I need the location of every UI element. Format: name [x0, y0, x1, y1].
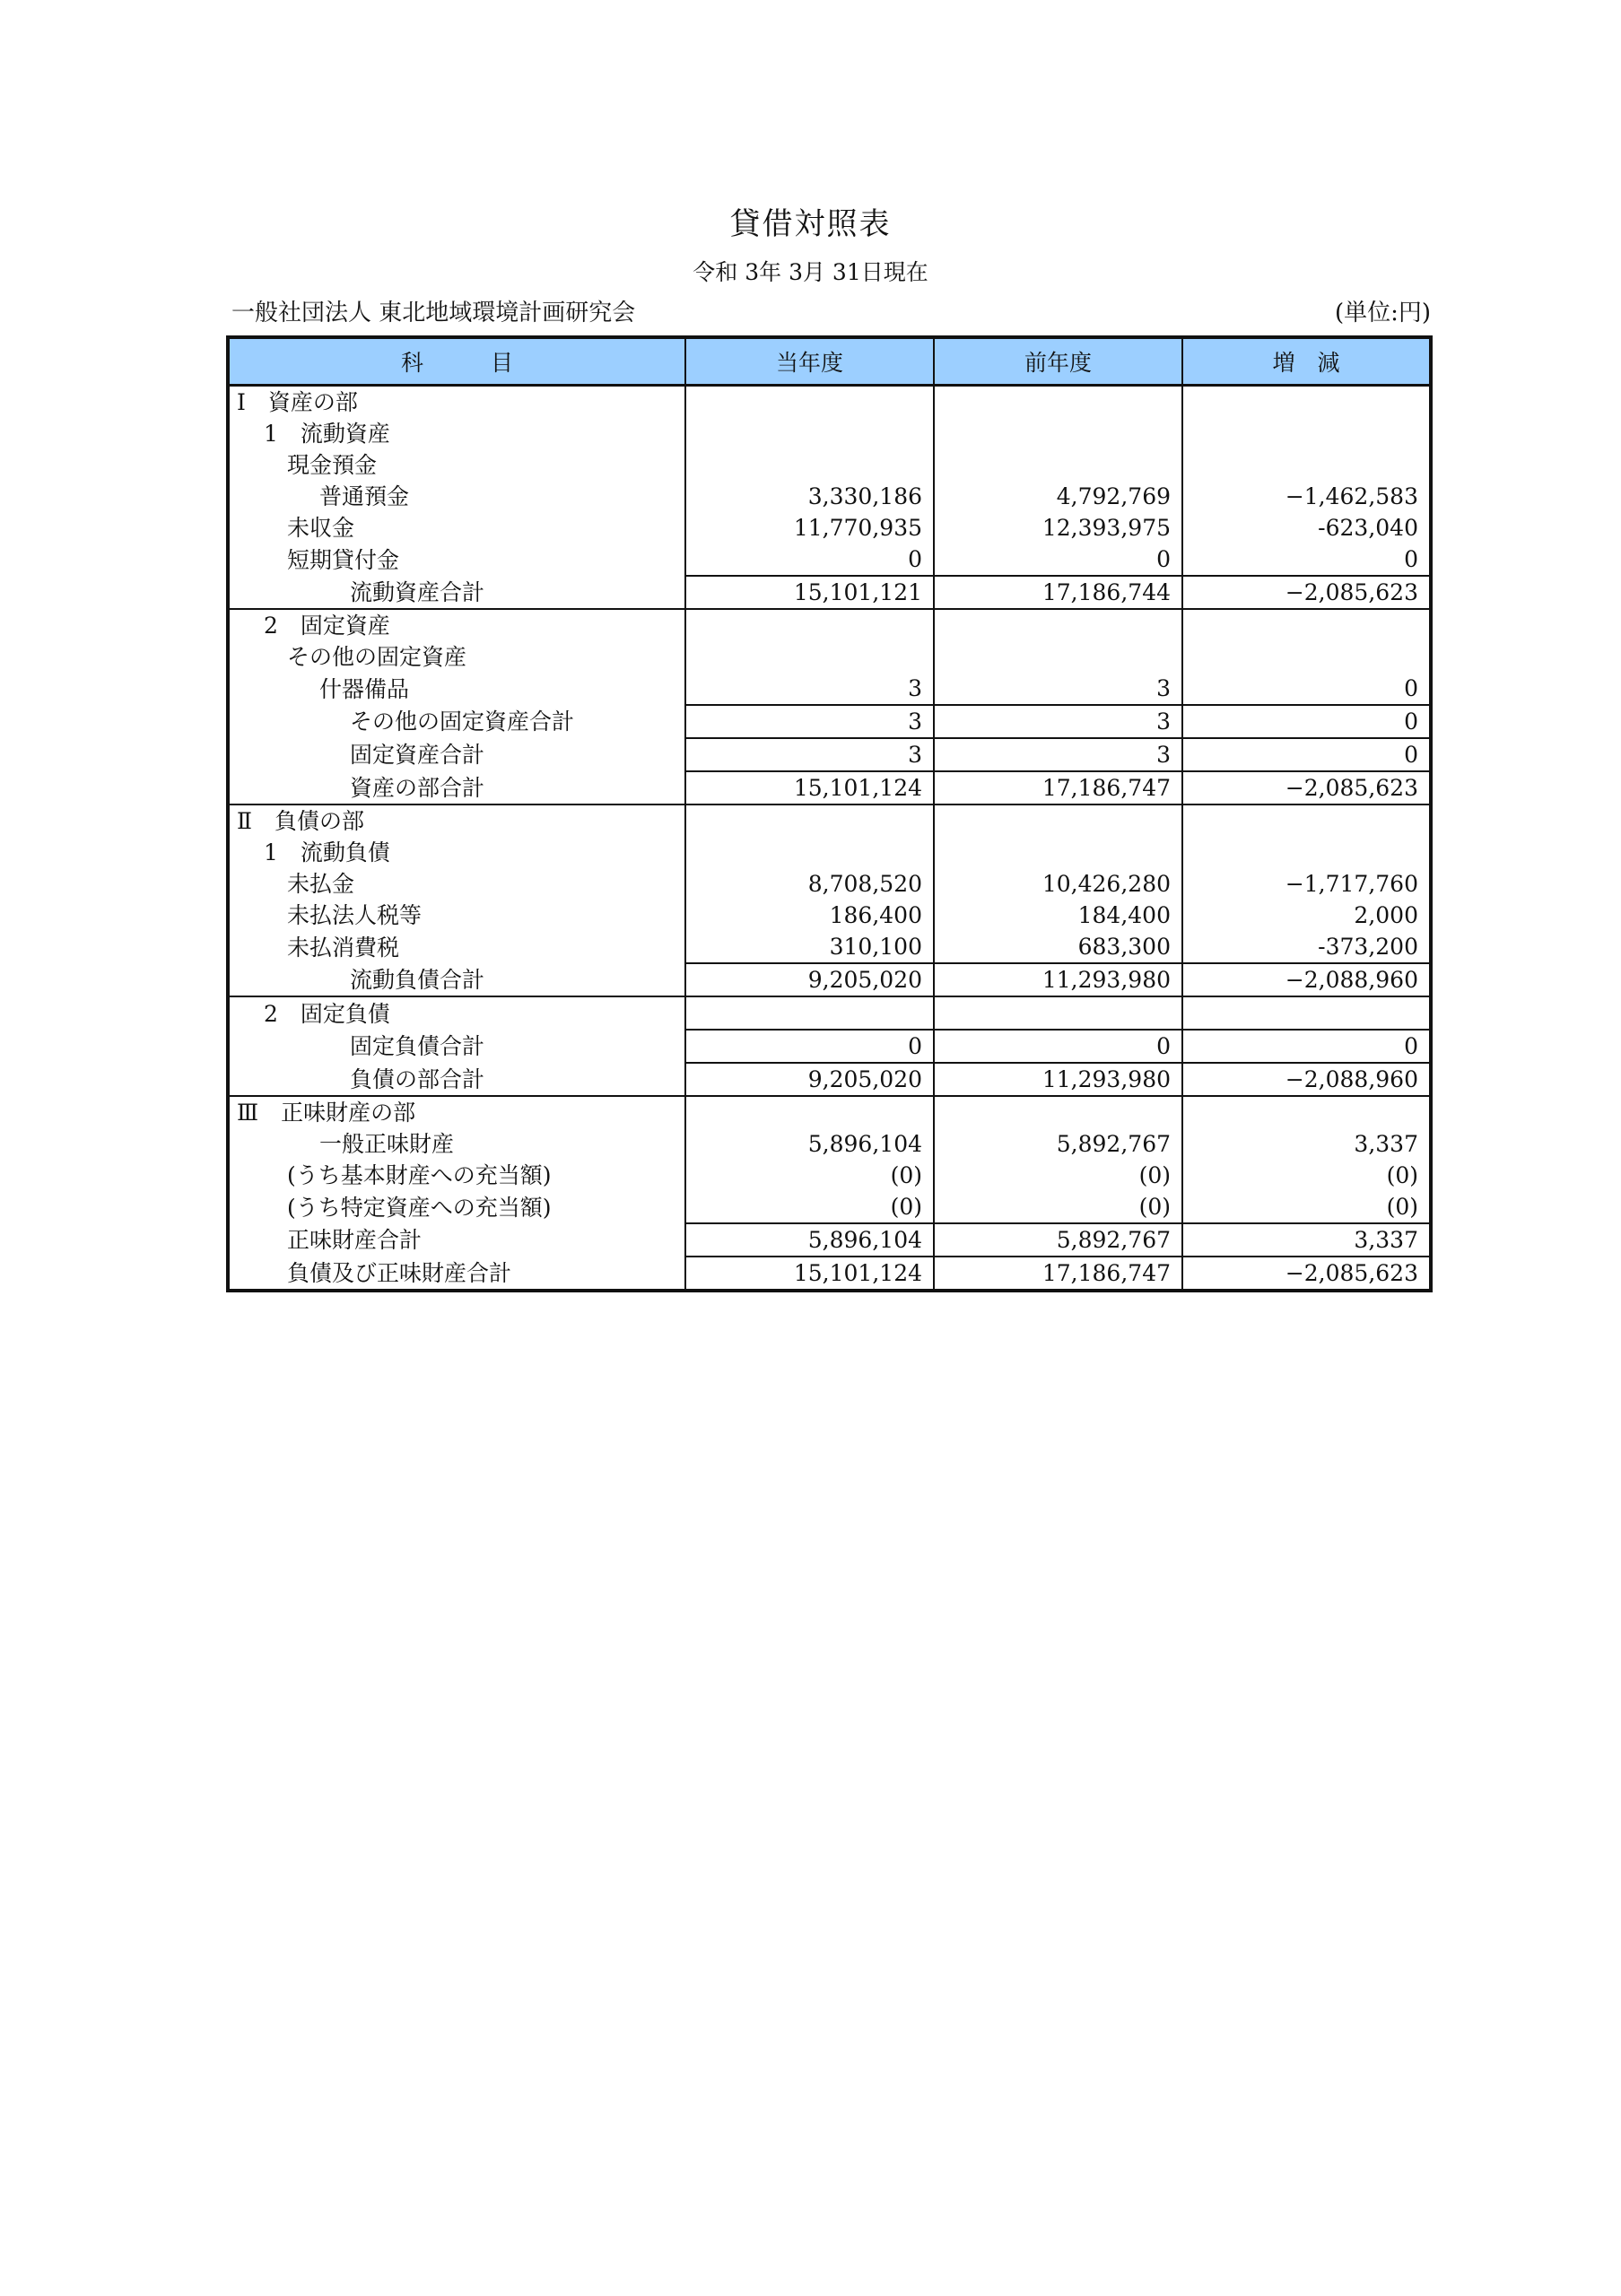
subtotal-row — [228, 738, 1431, 771]
row-label: Ⅱ 負債の部 — [228, 804, 685, 837]
column-header-account: 科 目 — [228, 337, 685, 386]
row-label: Ⅲ 正味財産の部 — [228, 1096, 685, 1128]
current-year-value: 8,708,520 — [685, 868, 934, 900]
table-row — [228, 1160, 1431, 1191]
previous-year-value — [934, 641, 1182, 673]
change-value — [1182, 804, 1431, 837]
row-label: 2 固定負債 — [228, 996, 685, 1030]
row-label: その他の固定資産 — [228, 641, 685, 673]
organization-name: 一般社団法人 東北地域環境計画研究会 — [231, 300, 636, 326]
balance-sheet-table — [226, 335, 1433, 1292]
row-label: 流動負債合計 — [228, 963, 685, 996]
row-label: 1 流動資産 — [228, 418, 685, 449]
row-label: 什器備品 — [228, 673, 685, 705]
row-label: 未収金 — [228, 512, 685, 544]
previous-year-value: 17,186,744 — [934, 576, 1182, 609]
row-label: 一般正味財産 — [228, 1128, 685, 1160]
table-row — [228, 996, 1431, 1030]
row-label: 負債の部合計 — [228, 1063, 685, 1096]
change-value — [1182, 418, 1431, 449]
row-label: 流動資産合計 — [228, 576, 685, 609]
previous-year-value: 184,400 — [934, 900, 1182, 931]
previous-year-value: 683,300 — [934, 931, 1182, 963]
previous-year-value — [934, 1096, 1182, 1128]
current-year-value: 3,330,186 — [685, 481, 934, 512]
row-label: 1 流動負債 — [228, 837, 685, 868]
total-row — [228, 1223, 1431, 1257]
current-year-value: 5,896,104 — [685, 1128, 934, 1160]
previous-year-value: 5,892,767 — [934, 1128, 1182, 1160]
subtotal-row — [228, 705, 1431, 738]
previous-year-value: 17,186,747 — [934, 1257, 1182, 1291]
row-label: 未払消費税 — [228, 931, 685, 963]
change-value: −2,088,960 — [1182, 963, 1431, 996]
row-label: その他の固定資産合計 — [228, 705, 685, 738]
table-row — [228, 1096, 1431, 1128]
row-label: 固定負債合計 — [228, 1030, 685, 1063]
total-row — [228, 771, 1431, 804]
change-value: (0) — [1182, 1160, 1431, 1191]
current-year-value: 0 — [685, 1030, 934, 1063]
table-row — [228, 386, 1431, 419]
current-year-value: (0) — [685, 1191, 934, 1223]
current-year-value — [685, 804, 934, 837]
column-header-change: 増 減 — [1182, 337, 1431, 386]
change-value — [1182, 1096, 1431, 1128]
row-label: 未払法人税等 — [228, 900, 685, 931]
current-year-value — [685, 641, 934, 673]
previous-year-value: 0 — [934, 544, 1182, 576]
current-year-value: 9,205,020 — [685, 963, 934, 996]
grand-total-row — [228, 1257, 1431, 1291]
subtotal-row — [228, 576, 1431, 609]
column-header-previous-year: 前年度 — [934, 337, 1182, 386]
table-row — [228, 449, 1431, 481]
previous-year-value — [934, 609, 1182, 641]
previous-year-value: 3 — [934, 705, 1182, 738]
previous-year-value: 5,892,767 — [934, 1223, 1182, 1257]
row-label: 普通預金 — [228, 481, 685, 512]
table-row — [228, 609, 1431, 641]
row-label: 資産の部合計 — [228, 771, 685, 804]
change-value: −1,462,583 — [1182, 481, 1431, 512]
row-label: 2 固定資産 — [228, 609, 685, 641]
current-year-value: 186,400 — [685, 900, 934, 931]
change-value: −1,717,760 — [1182, 868, 1431, 900]
change-value: 0 — [1182, 738, 1431, 771]
current-year-value — [685, 449, 934, 481]
row-label: (うち基本財産への充当額) — [228, 1160, 685, 1191]
change-value: -623,040 — [1182, 512, 1431, 544]
previous-year-value — [934, 837, 1182, 868]
change-value: -373,200 — [1182, 931, 1431, 963]
row-label: Ⅰ 資産の部 — [228, 386, 685, 419]
change-value — [1182, 449, 1431, 481]
previous-year-value: 10,426,280 — [934, 868, 1182, 900]
previous-year-value — [934, 449, 1182, 481]
table-row — [228, 931, 1431, 963]
change-value — [1182, 386, 1431, 419]
change-value — [1182, 837, 1431, 868]
current-year-value: 5,896,104 — [685, 1223, 934, 1257]
previous-year-value: 0 — [934, 1030, 1182, 1063]
row-label: 正味財産合計 — [228, 1223, 685, 1257]
current-year-value: 15,101,124 — [685, 1257, 934, 1291]
row-label: 負債及び正味財産合計 — [228, 1257, 685, 1291]
current-year-value — [685, 1096, 934, 1128]
table-row — [228, 418, 1431, 449]
change-value: 0 — [1182, 705, 1431, 738]
current-year-value: 3 — [685, 705, 934, 738]
table-row — [228, 1128, 1431, 1160]
current-year-value: 11,770,935 — [685, 512, 934, 544]
row-label: 固定資産合計 — [228, 738, 685, 771]
current-year-value — [685, 996, 934, 1030]
change-value: 0 — [1182, 1030, 1431, 1063]
current-year-value: 9,205,020 — [685, 1063, 934, 1096]
row-label: 未払金 — [228, 868, 685, 900]
previous-year-value — [934, 386, 1182, 419]
change-value: 2,000 — [1182, 900, 1431, 931]
document-title: 貸借対照表 — [729, 206, 892, 242]
row-label: (うち特定資産への充当額) — [228, 1191, 685, 1223]
change-value: −2,085,623 — [1182, 771, 1431, 804]
previous-year-value: 4,792,769 — [934, 481, 1182, 512]
previous-year-value — [934, 996, 1182, 1030]
current-year-value: (0) — [685, 1160, 934, 1191]
previous-year-value: 12,393,975 — [934, 512, 1182, 544]
change-value: −2,085,623 — [1182, 1257, 1431, 1291]
table-row — [228, 673, 1431, 705]
current-year-value — [685, 837, 934, 868]
current-year-value — [685, 418, 934, 449]
as-of-date: 令和 3年 3月 31日現在 — [693, 259, 928, 285]
row-label: 現金預金 — [228, 449, 685, 481]
change-value: (0) — [1182, 1191, 1431, 1223]
current-year-value: 3 — [685, 673, 934, 705]
change-value — [1182, 996, 1431, 1030]
current-year-value — [685, 386, 934, 419]
previous-year-value — [934, 804, 1182, 837]
subtotal-row — [228, 1030, 1431, 1063]
previous-year-value: 11,293,980 — [934, 1063, 1182, 1096]
table-row — [228, 544, 1431, 576]
current-year-value: 3 — [685, 738, 934, 771]
previous-year-value: (0) — [934, 1191, 1182, 1223]
table-row — [228, 1191, 1431, 1223]
previous-year-value: 11,293,980 — [934, 963, 1182, 996]
change-value: 3,337 — [1182, 1128, 1431, 1160]
previous-year-value — [934, 418, 1182, 449]
table-row — [228, 804, 1431, 837]
change-value: 0 — [1182, 544, 1431, 576]
current-year-value: 15,101,121 — [685, 576, 934, 609]
previous-year-value: 17,186,747 — [934, 771, 1182, 804]
change-value — [1182, 609, 1431, 641]
table-row — [228, 512, 1431, 544]
change-value: 0 — [1182, 673, 1431, 705]
current-year-value: 310,100 — [685, 931, 934, 963]
previous-year-value: 3 — [934, 673, 1182, 705]
table-row — [228, 837, 1431, 868]
column-header-current-year: 当年度 — [685, 337, 934, 386]
current-year-value — [685, 609, 934, 641]
header-row — [228, 337, 1431, 386]
change-value: −2,088,960 — [1182, 1063, 1431, 1096]
current-year-value: 15,101,124 — [685, 771, 934, 804]
previous-year-value: 3 — [934, 738, 1182, 771]
change-value: 3,337 — [1182, 1223, 1431, 1257]
table-row — [228, 900, 1431, 931]
unit-label: (単位:円) — [1334, 300, 1431, 326]
current-year-value: 0 — [685, 544, 934, 576]
subtotal-row — [228, 963, 1431, 996]
table-row — [228, 481, 1431, 512]
table-row — [228, 641, 1431, 673]
row-label: 短期貸付金 — [228, 544, 685, 576]
change-value — [1182, 641, 1431, 673]
previous-year-value: (0) — [934, 1160, 1182, 1191]
table-row — [228, 868, 1431, 900]
change-value: −2,085,623 — [1182, 576, 1431, 609]
total-row — [228, 1063, 1431, 1096]
